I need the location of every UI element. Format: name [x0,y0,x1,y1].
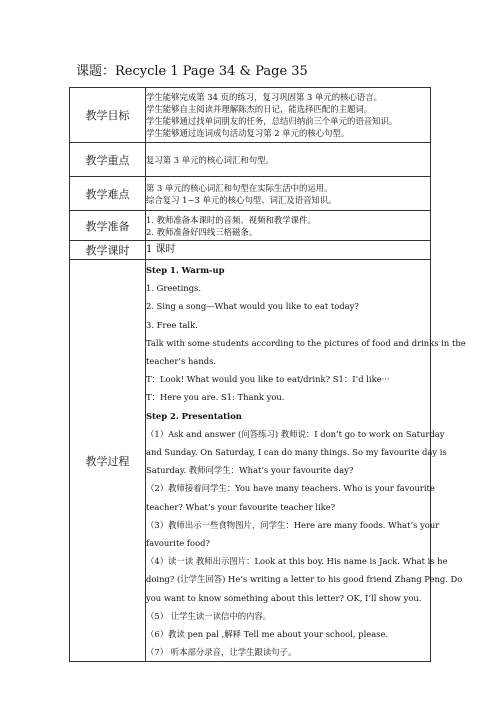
process-line: （3）教师出示一些食物图片，问学生：Here are many foods. What’s your [146,519,440,530]
objectives-label: 教学目标 [70,88,146,143]
process-line: you want to know something about this letter? OK, I’ll show you. [146,592,422,603]
difficulties-line: 第 3 单元的核心词汇和句型在实际生活中的运用。 [146,182,333,193]
preparation-label: 教学准备 [70,211,146,241]
preparation-line: 2. 教师准备好四线三格磁条。 [146,226,258,237]
process-line: T：Look! What would you like to eat/drink? S1：I’d like··· [146,374,390,385]
process-step-heading: Step 2. Presentation [146,410,242,421]
process-line: Talk with some students according to the pictures of food and drinks in the [146,337,466,348]
hours-row [70,241,431,260]
process-line: （2）教师接着问学生：You have many teachers. Who is your favourite [146,483,435,494]
key-points-row [70,143,431,177]
hours-content [146,241,431,260]
lesson-title: 课题：Recycle 1 Page 34 & Page 35 [76,64,308,79]
process-line: and Sunday. On Saturday, I can do many things. So my favourite day is [146,447,447,458]
preparation-content [146,211,431,241]
process-line: T：Here you are. S1: Thank you. [146,392,285,403]
objectives-content [146,88,431,143]
process-line: teacher’s hands. [146,356,217,367]
process-line: （4）读一读 教师出示图片：Look at this boy. His name is Jack. What is he [146,556,448,567]
difficulties-line: 综合复习 1~3 单元的核心句型、词汇及语音知识。 [146,194,337,205]
process-label: 教学过程 [70,260,146,662]
process-line: favourite food? [146,538,210,549]
process-line: doing? (让学生回答) He’s writing a letter to his good friend Zhang Peng. Do [146,574,463,585]
process-line: （5） 让学生读一读信中的内容。 [146,610,272,621]
preparation-row [70,211,431,241]
objectives-row [70,88,431,143]
process-line: （6）教读 pen pal ,解释 Tell me about your school, please. [146,629,389,640]
objectives-line: 学生能够通过连词成句活动复习第 2 单元的核心句型。 [146,128,350,138]
difficulties-content [146,177,431,211]
process-line: teacher? What’s your favourite teacher like? [146,501,336,512]
hours-value: 1 课时 [146,244,176,255]
difficulties-row [70,177,431,211]
difficulties-label: 教学难点 [70,177,146,211]
key-points-content [146,143,431,177]
process-line: Saturday. 教师问学生：What’s your favourite day? [146,465,354,476]
key-points-label: 教学重点 [70,143,146,177]
key-points-line: 复习第 3 单元的核心词汇和句型。 [146,154,274,165]
process-line: 1. Greetings. [146,283,202,294]
objectives-line: 学生能够完成第 34 页的练习，复习巩固第 3 单元的核心语言。 [146,92,383,102]
hours-label: 教学课时 [70,241,146,260]
process-line: （1）Ask and answer (问答练习) 教师说：I don’t go to work on Saturday [146,428,445,439]
process-row [70,260,431,662]
process-step-heading: Step 1. Warm-up [146,265,225,275]
process-line: 2. Sing a song—What would you like to eat today? [146,301,359,312]
process-line: （7） 听本部分录音，让学生跟读句子。 [146,647,297,658]
objectives-line: 学生能够通过找单词朋友的任务，总结归纳前三个单元的语音知识。 [146,116,398,126]
process-line: 3. Free talk. [146,319,198,330]
preparation-line: 1. 教师准备本课时的音频、视频和教学课件。 [146,214,316,225]
lesson-plan-table [69,87,466,662]
process-content [146,260,466,662]
objectives-line: 学生能够自主阅读并理解陈杰的日记，能选择匹配的主题词。 [146,104,373,114]
